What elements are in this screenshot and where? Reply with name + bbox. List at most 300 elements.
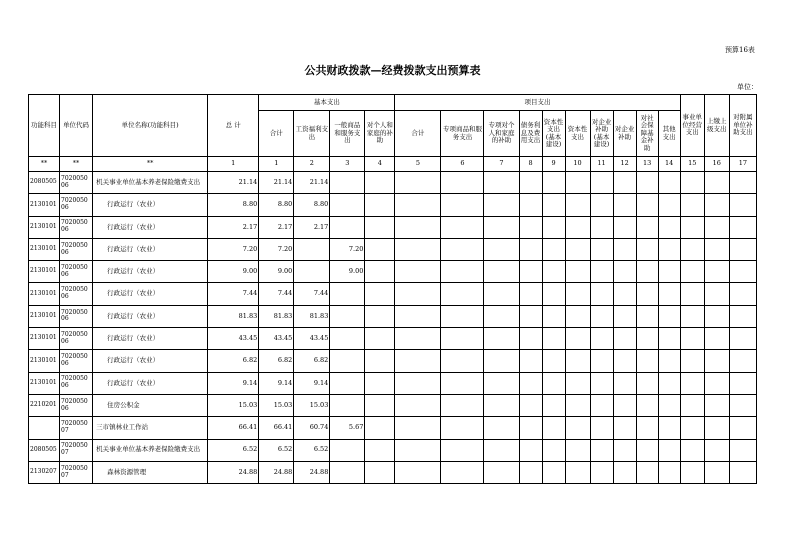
basic-total-cell: 24.88 <box>259 461 294 483</box>
empty-cell <box>613 461 636 483</box>
empty-cell <box>484 372 519 394</box>
table-row <box>29 172 757 194</box>
goods-cell <box>330 394 365 416</box>
unit-code-cell: 702005006 <box>60 261 93 283</box>
empty-cell <box>565 194 590 216</box>
goods-cell: 5.67 <box>330 417 365 439</box>
empty-cell <box>519 216 542 238</box>
empty-cell <box>704 350 729 372</box>
unit-label: 单位： <box>737 83 758 91</box>
empty-cell <box>542 350 565 372</box>
salary-cell: 6.52 <box>294 439 330 461</box>
salary-cell: 21.14 <box>294 172 330 194</box>
func-code-cell: 2080505 <box>29 172 60 194</box>
unit-name-cell: 行政运行（农业） <box>93 238 208 260</box>
index-cell: 3 <box>330 157 365 172</box>
header-ent-subsidy: 对企业补助 <box>613 111 636 157</box>
empty-cell <box>680 216 704 238</box>
index-cell: 11 <box>590 157 613 172</box>
unit-name-cell: 机关事业单位基本养老保险缴费支出 <box>93 439 208 461</box>
empty-cell <box>680 350 704 372</box>
personal-cell <box>365 372 395 394</box>
empty-cell <box>565 350 590 372</box>
header-func-subject: 功能科目 <box>29 95 60 157</box>
empty-cell <box>658 261 680 283</box>
empty-cell <box>704 194 729 216</box>
goods-cell: 7.20 <box>330 238 365 260</box>
basic-total-cell: 9.00 <box>259 261 294 283</box>
empty-cell <box>590 261 613 283</box>
empty-cell <box>590 417 613 439</box>
empty-cell <box>519 394 542 416</box>
empty-cell <box>441 417 484 439</box>
empty-cell <box>729 394 756 416</box>
empty-cell <box>395 194 441 216</box>
func-code-cell: 2130101 <box>29 372 60 394</box>
empty-cell <box>680 439 704 461</box>
empty-cell <box>636 350 658 372</box>
empty-cell <box>729 216 756 238</box>
empty-cell <box>484 328 519 350</box>
header-salary: 工资福利支出 <box>294 111 330 157</box>
total-cell: 21.14 <box>208 172 259 194</box>
total-cell: 6.82 <box>208 350 259 372</box>
total-cell: 15.03 <box>208 394 259 416</box>
total-cell: 43.45 <box>208 328 259 350</box>
index-cell: 15 <box>680 157 704 172</box>
table-row <box>29 439 757 461</box>
empty-cell <box>636 439 658 461</box>
empty-cell <box>729 305 756 327</box>
func-code-cell: 2130101 <box>29 238 60 260</box>
header-personal: 对个人和家庭的补助 <box>365 111 395 157</box>
func-code-cell: 2130101 <box>29 194 60 216</box>
salary-cell <box>294 261 330 283</box>
empty-cell <box>519 283 542 305</box>
empty-cell <box>441 261 484 283</box>
empty-cell <box>441 238 484 260</box>
empty-cell <box>729 238 756 260</box>
empty-cell <box>590 238 613 260</box>
header-total: 总 计 <box>208 95 259 157</box>
index-cell: 8 <box>519 157 542 172</box>
empty-cell <box>613 372 636 394</box>
empty-cell <box>441 372 484 394</box>
salary-cell: 2.17 <box>294 216 330 238</box>
basic-total-cell: 9.14 <box>259 372 294 394</box>
empty-cell <box>441 216 484 238</box>
basic-total-cell: 6.52 <box>259 439 294 461</box>
empty-cell <box>395 439 441 461</box>
goods-cell <box>330 372 365 394</box>
empty-cell <box>484 238 519 260</box>
unit-code-cell: 702005006 <box>60 194 93 216</box>
personal-cell <box>365 216 395 238</box>
empty-cell <box>395 328 441 350</box>
empty-cell <box>542 372 565 394</box>
empty-cell <box>590 394 613 416</box>
empty-cell <box>613 305 636 327</box>
header-capital-build: 资本性支出(基本建设) <box>542 111 565 157</box>
table-row <box>29 238 757 260</box>
empty-cell <box>680 238 704 260</box>
basic-total-cell: 7.44 <box>259 283 294 305</box>
index-row <box>29 157 757 172</box>
unit-name-cell: 行政运行（农业） <box>93 328 208 350</box>
empty-cell <box>680 417 704 439</box>
empty-cell <box>542 238 565 260</box>
empty-cell <box>658 305 680 327</box>
header-career: 事业单位经营支出 <box>680 95 704 157</box>
empty-cell <box>395 372 441 394</box>
personal-cell <box>365 461 395 483</box>
header-unit-code: 单位代码 <box>60 95 93 157</box>
empty-cell <box>636 417 658 439</box>
personal-cell <box>365 350 395 372</box>
unit-name-cell: 行政运行（农业） <box>93 194 208 216</box>
empty-cell <box>680 261 704 283</box>
goods-cell <box>330 283 365 305</box>
table-row <box>29 194 757 216</box>
empty-cell <box>441 350 484 372</box>
basic-total-cell: 43.45 <box>259 328 294 350</box>
unit-name-cell: 行政运行（农业） <box>93 261 208 283</box>
empty-cell <box>636 216 658 238</box>
empty-cell <box>484 194 519 216</box>
unit-code-cell: 702005006 <box>60 372 93 394</box>
empty-cell <box>658 350 680 372</box>
empty-cell <box>395 172 441 194</box>
unit-code-cell: 702005006 <box>60 350 93 372</box>
total-cell: 7.44 <box>208 283 259 305</box>
empty-cell <box>565 238 590 260</box>
empty-cell <box>542 461 565 483</box>
empty-cell <box>729 372 756 394</box>
func-code-cell: 2130101 <box>29 328 60 350</box>
basic-total-cell: 7.20 <box>259 238 294 260</box>
salary-cell: 6.82 <box>294 350 330 372</box>
empty-cell <box>590 372 613 394</box>
empty-cell <box>704 305 729 327</box>
empty-cell <box>704 417 729 439</box>
empty-cell <box>590 461 613 483</box>
index-cell: 17 <box>729 157 756 172</box>
unit-code-cell: 702005006 <box>60 283 93 305</box>
basic-total-cell: 66.41 <box>259 417 294 439</box>
index-cell: 14 <box>658 157 680 172</box>
empty-cell <box>484 283 519 305</box>
empty-cell <box>729 283 756 305</box>
empty-cell <box>542 417 565 439</box>
empty-cell <box>519 372 542 394</box>
empty-cell <box>519 172 542 194</box>
personal-cell <box>365 194 395 216</box>
unit-name-cell: 行政运行（农业） <box>93 305 208 327</box>
empty-cell <box>565 372 590 394</box>
empty-cell <box>636 305 658 327</box>
empty-cell <box>658 439 680 461</box>
empty-cell <box>658 372 680 394</box>
empty-cell <box>484 261 519 283</box>
empty-cell <box>519 439 542 461</box>
index-cell: ** <box>29 157 60 172</box>
empty-cell <box>519 238 542 260</box>
empty-cell <box>658 394 680 416</box>
empty-cell <box>484 439 519 461</box>
unit-code-cell: 702005006 <box>60 394 93 416</box>
salary-cell: 7.44 <box>294 283 330 305</box>
empty-cell <box>542 328 565 350</box>
table-row <box>29 417 757 439</box>
empty-cell <box>636 372 658 394</box>
empty-cell <box>658 283 680 305</box>
empty-cell <box>590 439 613 461</box>
func-code-cell: 2130207 <box>29 461 60 483</box>
empty-cell <box>484 216 519 238</box>
personal-cell <box>365 305 395 327</box>
empty-cell <box>704 261 729 283</box>
personal-cell <box>365 283 395 305</box>
table-row <box>29 261 757 283</box>
form-code: 预算16表 <box>725 46 755 54</box>
personal-cell <box>365 439 395 461</box>
salary-cell: 43.45 <box>294 328 330 350</box>
basic-total-cell: 81.83 <box>259 305 294 327</box>
empty-cell <box>519 350 542 372</box>
empty-cell <box>565 172 590 194</box>
empty-cell <box>704 172 729 194</box>
empty-cell <box>441 328 484 350</box>
page-title: 公共财政拨款—经费拨款支出预算表 <box>304 64 481 77</box>
header-proj-total: 合计 <box>395 111 441 157</box>
empty-cell <box>484 417 519 439</box>
func-code-cell: 2130101 <box>29 216 60 238</box>
empty-cell <box>680 194 704 216</box>
unit-code-cell: 702005006 <box>60 216 93 238</box>
empty-cell <box>565 417 590 439</box>
empty-cell <box>658 172 680 194</box>
table-row <box>29 305 757 327</box>
empty-cell <box>704 328 729 350</box>
unit-code-cell: 702005007 <box>60 461 93 483</box>
empty-cell <box>542 394 565 416</box>
empty-cell <box>658 328 680 350</box>
empty-cell <box>680 461 704 483</box>
goods-cell <box>330 461 365 483</box>
empty-cell <box>704 394 729 416</box>
table-row <box>29 372 757 394</box>
index-cell: 6 <box>441 157 484 172</box>
empty-cell <box>613 216 636 238</box>
empty-cell <box>680 305 704 327</box>
empty-cell <box>395 261 441 283</box>
empty-cell <box>636 172 658 194</box>
unit-name-cell: 三市镇林业工作站 <box>93 417 208 439</box>
empty-cell <box>590 328 613 350</box>
unit-name-cell: 住房公积金 <box>93 394 208 416</box>
empty-cell <box>542 439 565 461</box>
func-code-cell: 2130101 <box>29 283 60 305</box>
empty-cell <box>565 394 590 416</box>
basic-total-cell: 2.17 <box>259 216 294 238</box>
empty-cell <box>542 194 565 216</box>
empty-cell <box>395 394 441 416</box>
empty-cell <box>565 261 590 283</box>
empty-cell <box>704 238 729 260</box>
empty-cell <box>484 350 519 372</box>
empty-cell <box>519 328 542 350</box>
header-goods: 一般商品和服务支出 <box>330 111 365 157</box>
empty-cell <box>658 238 680 260</box>
goods-cell <box>330 328 365 350</box>
empty-cell <box>565 216 590 238</box>
personal-cell <box>365 328 395 350</box>
empty-cell <box>636 194 658 216</box>
index-cell: 13 <box>636 157 658 172</box>
empty-cell <box>441 172 484 194</box>
unit-name-cell: 行政运行（农业） <box>93 283 208 305</box>
empty-cell <box>636 261 658 283</box>
empty-cell <box>519 305 542 327</box>
empty-cell <box>729 350 756 372</box>
table-body <box>29 172 757 484</box>
empty-cell <box>590 216 613 238</box>
func-code-cell: 2130101 <box>29 305 60 327</box>
salary-cell: 15.03 <box>294 394 330 416</box>
empty-cell <box>636 238 658 260</box>
index-cell: 9 <box>542 157 565 172</box>
personal-cell <box>365 172 395 194</box>
total-cell: 8.80 <box>208 194 259 216</box>
empty-cell <box>729 439 756 461</box>
header-proj-goods: 专项商品和服务支出 <box>441 111 484 157</box>
empty-cell <box>613 261 636 283</box>
empty-cell <box>704 461 729 483</box>
empty-cell <box>704 216 729 238</box>
empty-cell <box>613 439 636 461</box>
unit-code-cell: 702005007 <box>60 417 93 439</box>
table-row <box>29 461 757 483</box>
personal-cell <box>365 417 395 439</box>
empty-cell <box>590 305 613 327</box>
empty-cell <box>658 461 680 483</box>
empty-cell <box>680 283 704 305</box>
index-cell: 12 <box>613 157 636 172</box>
empty-cell <box>519 261 542 283</box>
empty-cell <box>395 461 441 483</box>
empty-cell <box>636 461 658 483</box>
empty-cell <box>680 172 704 194</box>
unit-name-cell: 行政运行（农业） <box>93 372 208 394</box>
index-cell: ** <box>60 157 93 172</box>
empty-cell <box>542 305 565 327</box>
empty-cell <box>680 372 704 394</box>
empty-cell <box>395 350 441 372</box>
budget-table <box>28 94 757 484</box>
empty-cell <box>590 172 613 194</box>
empty-cell <box>441 394 484 416</box>
salary-cell: 60.74 <box>294 417 330 439</box>
empty-cell <box>542 172 565 194</box>
total-cell: 66.41 <box>208 417 259 439</box>
empty-cell <box>658 194 680 216</box>
empty-cell <box>542 283 565 305</box>
empty-cell <box>704 439 729 461</box>
empty-cell <box>519 417 542 439</box>
empty-cell <box>680 328 704 350</box>
table-row <box>29 328 757 350</box>
empty-cell <box>565 439 590 461</box>
empty-cell <box>484 461 519 483</box>
unit-code-cell: 702005006 <box>60 172 93 194</box>
unit-code-cell: 702005006 <box>60 328 93 350</box>
empty-cell <box>441 283 484 305</box>
unit-code-cell: 702005007 <box>60 439 93 461</box>
basic-total-cell: 21.14 <box>259 172 294 194</box>
basic-total-cell: 8.80 <box>259 194 294 216</box>
empty-cell <box>613 194 636 216</box>
empty-cell <box>565 283 590 305</box>
empty-cell <box>658 417 680 439</box>
goods-cell <box>330 350 365 372</box>
empty-cell <box>729 261 756 283</box>
index-cell: 2 <box>294 157 330 172</box>
empty-cell <box>484 172 519 194</box>
empty-cell <box>395 283 441 305</box>
header-debt: 债务利息及费用支出 <box>519 111 542 157</box>
index-cell: 10 <box>565 157 590 172</box>
goods-cell <box>330 439 365 461</box>
header-basic-total: 合计 <box>259 111 294 157</box>
func-code-cell: 2210201 <box>29 394 60 416</box>
unit-code-cell: 702005006 <box>60 305 93 327</box>
header-affiliate: 对附属单位补助支出 <box>729 95 756 157</box>
header-ent-build: 对企业补助(基本建设) <box>590 111 613 157</box>
empty-cell <box>441 305 484 327</box>
index-cell: 4 <box>365 157 395 172</box>
total-cell: 81.83 <box>208 305 259 327</box>
header-unit-name: 单位名称(功能科目) <box>93 95 208 157</box>
salary-cell: 8.80 <box>294 194 330 216</box>
header-proj-personal: 专项对个人和家庭的补助 <box>484 111 519 157</box>
empty-cell <box>542 261 565 283</box>
salary-cell <box>294 238 330 260</box>
index-cell: 1 <box>208 157 259 172</box>
unit-name-cell: 行政运行（农业） <box>93 216 208 238</box>
goods-cell: 9.00 <box>330 261 365 283</box>
unit-code-cell: 702005006 <box>60 238 93 260</box>
header-upper: 上缴上级支出 <box>704 95 729 157</box>
salary-cell: 24.88 <box>294 461 330 483</box>
total-cell: 7.20 <box>208 238 259 260</box>
unit-name-cell: 机关事业单位基本养老保险缴费支出 <box>93 172 208 194</box>
empty-cell <box>704 372 729 394</box>
total-cell: 24.88 <box>208 461 259 483</box>
empty-cell <box>590 194 613 216</box>
empty-cell <box>565 328 590 350</box>
empty-cell <box>636 283 658 305</box>
table-row <box>29 216 757 238</box>
empty-cell <box>441 439 484 461</box>
table-row <box>29 283 757 305</box>
empty-cell <box>590 350 613 372</box>
empty-cell <box>613 394 636 416</box>
goods-cell <box>330 216 365 238</box>
personal-cell <box>365 261 395 283</box>
empty-cell <box>519 461 542 483</box>
index-cell: 7 <box>484 157 519 172</box>
empty-cell <box>613 350 636 372</box>
